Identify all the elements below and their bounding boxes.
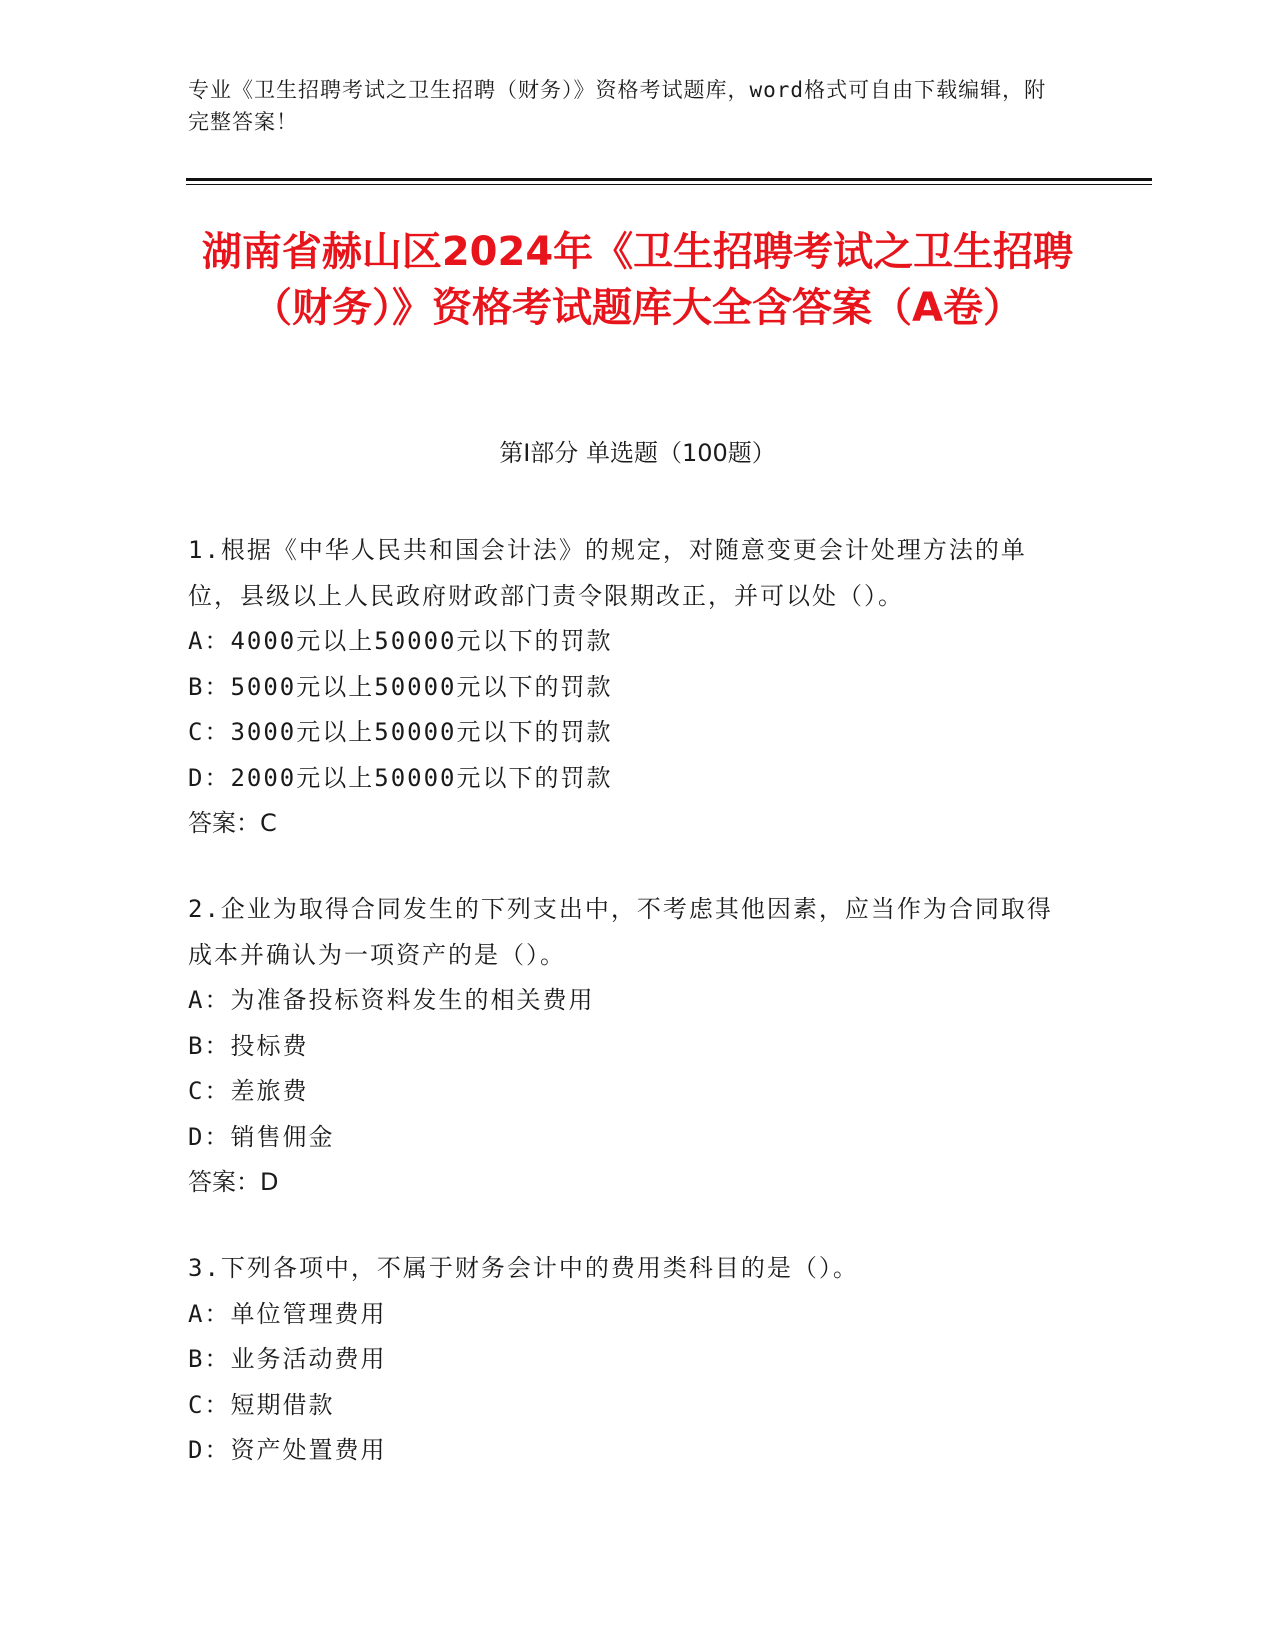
answer-line: 答案：D [188,1168,279,1196]
option-b: B：投标费 [188,1031,309,1060]
option-d: D：销售佣金 [188,1122,335,1151]
header-divider-thin [186,184,1152,185]
question-3 [188,1246,1068,1474]
section-heading: 第Ⅰ部分 单选题（100题） [499,439,776,467]
question-stem: 2.企业为取得合同发生的下列支出中，不考虑其他因素，应当作为合同取得成本并确认为一项资产的是（）。 [188,895,1053,969]
document-title: 湖南省赫山区2024年《卫生招聘考试之卫生招聘（财务）》资格考试题库大全含答案（A卷） [201,229,1074,331]
header-note: 专业《卫生招聘考试之卫生招聘（财务）》资格考试题库，word格式可自由下载编辑，附完整答案！ [188,78,1047,134]
option-d: D：2000元以上50000元以下的罚款 [188,763,613,792]
question-stem: 3.下列各项中，不属于财务会计中的费用类科目的是（）。 [188,1254,859,1282]
question-2 [188,887,1068,1205]
question-list [188,528,1068,1515]
option-d: D：资产处置费用 [188,1436,387,1464]
option-b: B：业务活动费用 [188,1345,387,1373]
question-stem: 1.根据《中华人民共和国会计法》的规定，对随意变更会计处理方法的单位，县级以上人民政府财政部门责令限期改正，并可以处（）。 [188,536,1027,610]
option-a: A：为准备投标资料发生的相关费用 [188,986,595,1014]
option-c: C：差旅费 [188,1077,309,1105]
header-divider-thick [186,178,1152,181]
answer-line: 答案：C [188,809,277,837]
option-c: C：短期借款 [188,1390,335,1419]
option-a: A：4000元以上50000元以下的罚款 [188,627,613,655]
option-a: A：单位管理费用 [188,1299,387,1328]
option-b: B：5000元以上50000元以下的罚款 [188,672,613,701]
question-1 [188,528,1068,846]
option-c: C：3000元以上50000元以下的罚款 [188,718,613,746]
